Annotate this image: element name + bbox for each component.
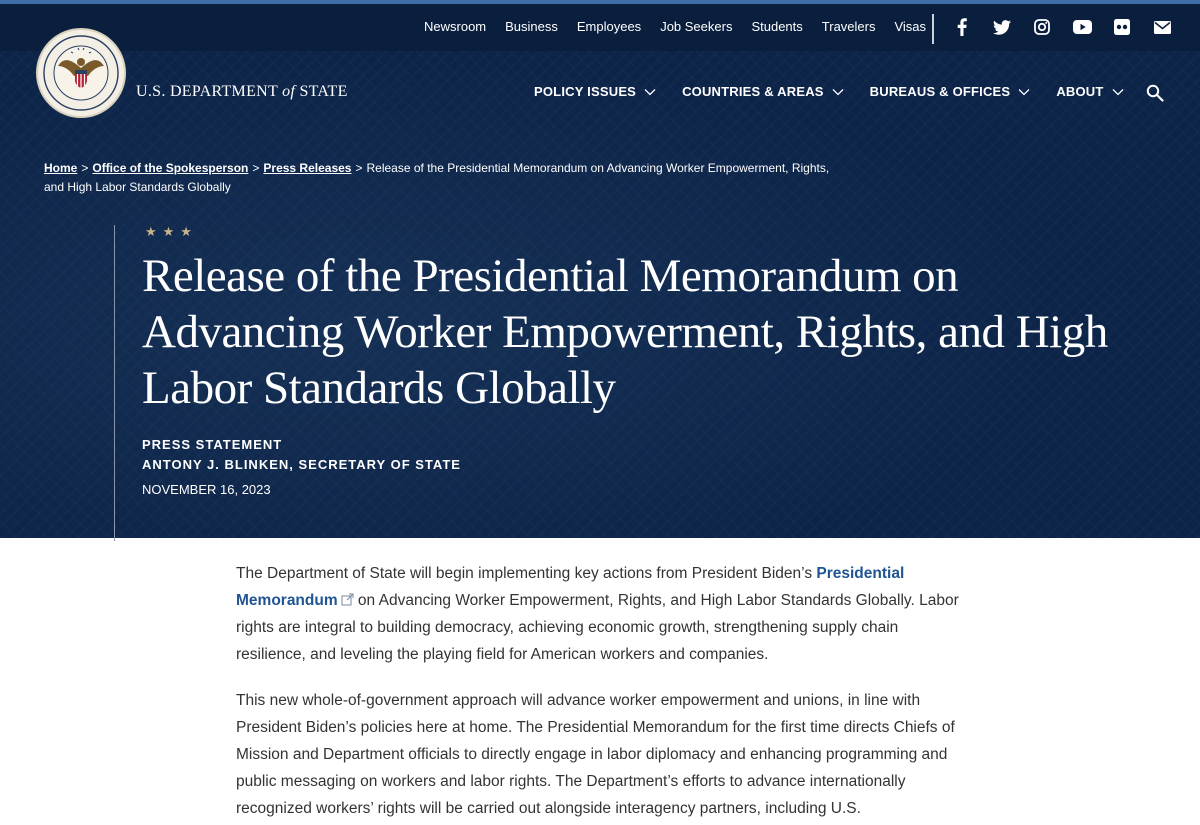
paragraph-text: on Advancing Worker Empowerment, Rights, and High Labor Standards Globally. Labor rights are integral to building democracy, achieving economic growth, strengthening supply chain resilience, and leveling the playing field for American workers and companies. <box>236 592 959 663</box>
site-brand[interactable] <box>136 83 348 101</box>
article-type: PRESS STATEMENT <box>142 437 283 452</box>
utility-link-job-seekers[interactable]: Job Seekers <box>660 19 733 34</box>
utility-link-travelers[interactable]: Travelers <box>821 19 876 34</box>
search-icon[interactable] <box>1146 84 1166 104</box>
nav-about-label: ABOUT <box>1056 84 1104 99</box>
utility-nav <box>424 19 945 34</box>
nav-countries-areas-label: COUNTRIES & AREAS <box>682 84 824 99</box>
breadcrumb <box>44 159 844 197</box>
chevron-down-icon <box>832 88 844 96</box>
article-date: NOVEMBER 16, 2023 <box>142 482 271 497</box>
breadcrumb-home[interactable]: Home <box>44 161 78 175</box>
brand-suffix: STATE <box>295 83 348 100</box>
breadcrumb-current: Release of the Presidential Memorandum on Advancing Worker Empowerment, Rights, and High Labor Standards Globally <box>44 161 830 194</box>
department-seal[interactable] <box>36 28 126 118</box>
utility-link-business[interactable]: Business <box>505 19 558 34</box>
flickr-icon[interactable] <box>1112 17 1132 37</box>
utility-link-students[interactable]: Students <box>751 19 803 34</box>
utility-bar <box>0 4 1200 51</box>
email-icon[interactable] <box>1152 17 1172 37</box>
nav-bureaus-offices-label: BUREAUS & OFFICES <box>869 84 1011 99</box>
chevron-down-icon <box>644 88 656 96</box>
page-title: Release of the Presidential Memorandum on Advancing Worker Empowerment, Rights, and High Labor Standards Globally <box>142 250 1108 414</box>
breadcrumb-office[interactable]: Office of the Spokesperson <box>92 161 249 175</box>
utility-link-visas[interactable]: Visas <box>894 19 927 34</box>
social-links <box>952 17 1192 37</box>
title-rule <box>114 225 115 541</box>
breadcrumb-separator: > <box>252 161 260 175</box>
link-label: Presidential Memorandum <box>236 565 905 609</box>
stars-ornament: ★★★ <box>145 224 198 239</box>
article-paragraph <box>236 560 964 668</box>
utility-divider <box>932 14 934 44</box>
breadcrumb-press-releases[interactable]: Press Releases <box>263 161 352 175</box>
article-paragraph: This new whole-of-government approach will advance worker empowerment and unions, in line with President Biden’s policies here at home. The Presidential Memorandum for the first time directs Chiefs of Mission and Department officials to directly engage in labor diplomacy and enhancing programming and public messaging on workers and labor rights. The Department’s efforts to advance internationally recognized workers’ rights will be carried out alongside interagency partners, including U.S. <box>236 692 955 817</box>
nav-policy-issues-label: POLICY ISSUES <box>534 84 637 99</box>
brand-prefix: U.S. DEPARTMENT <box>136 83 283 100</box>
breadcrumb-separator: > <box>355 161 363 175</box>
article-author: ANTONY J. BLINKEN, SECRETARY OF STATE <box>142 457 461 472</box>
article-body <box>236 560 964 825</box>
nav-policy-issues[interactable] <box>534 84 656 99</box>
nav-bureaus-offices[interactable] <box>870 84 1031 99</box>
instagram-icon[interactable] <box>1032 17 1052 37</box>
page-header <box>0 4 1200 538</box>
brand-of: of <box>282 83 296 100</box>
twitter-icon[interactable] <box>992 17 1012 37</box>
nav-countries-areas[interactable] <box>682 84 844 99</box>
facebook-icon[interactable] <box>952 17 972 37</box>
utility-link-newsroom[interactable]: Newsroom <box>424 19 487 34</box>
external-link-icon <box>341 593 354 606</box>
main-nav <box>534 84 1150 99</box>
nav-about[interactable] <box>1056 84 1123 99</box>
utility-link-employees[interactable]: Employees <box>576 19 642 34</box>
paragraph-text: The Department of State will begin implementing key actions from President Biden’s <box>236 565 817 582</box>
chevron-down-icon <box>1018 88 1030 96</box>
youtube-icon[interactable] <box>1072 17 1092 37</box>
breadcrumb-separator: > <box>81 161 89 175</box>
chevron-down-icon <box>1112 88 1124 96</box>
